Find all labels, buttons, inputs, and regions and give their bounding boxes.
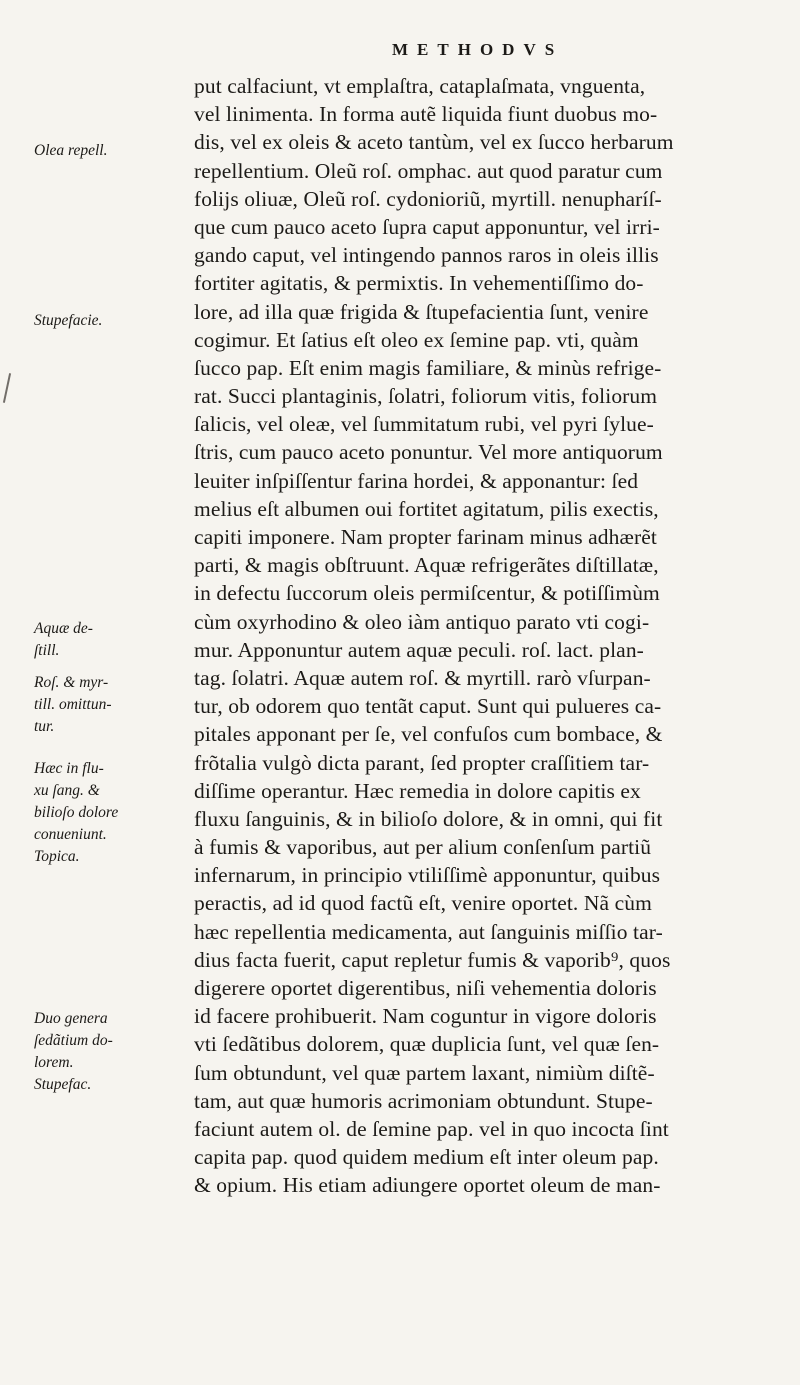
- running-head: METHODVS: [392, 40, 564, 59]
- marginal-note-rosa-myrtillus: [34, 672, 190, 738]
- marginal-note-line: Roſ. & myr-: [34, 674, 109, 691]
- text-line: id facere prohibuerit. Nam coguntur in vigore doloris: [194, 1004, 657, 1029]
- marginal-note-line: ſtill.: [34, 642, 60, 659]
- text-line: ſum obtundunt, vel quæ partem laxant, nimiùm diſtẽ-: [194, 1060, 655, 1085]
- text-line: tam, aut quæ humoris acrimoniam obtundunt. Stupe-: [194, 1088, 653, 1113]
- text-line: repellentium. Oleũ roſ. omphac. aut quod paratur cum: [194, 158, 663, 183]
- text-line: put calfaciunt, vt emplaſtra, cataplaſmata, vnguenta,: [194, 74, 646, 98]
- text-line: faciunt autem ol. de ſemine pap. vel in quo incocta ſint: [194, 1116, 669, 1141]
- main-text-block: [194, 72, 786, 1200]
- marginal-note-stupefacientia: [34, 310, 190, 332]
- text-line: capiti imponere. Nam propter farinam minus adhærẽt: [194, 525, 657, 549]
- text-line: pitales apponant per ſe, vel confuſos cum bombace, &: [194, 722, 663, 747]
- marginal-note-duo-genera: [34, 1008, 190, 1096]
- marginal-note-line: tur.: [34, 718, 55, 735]
- text-line: leuiter inſpiſſentur farina hordei, & apponantur: ſed: [194, 468, 639, 493]
- marginal-note-line: Duo genera: [34, 1010, 108, 1027]
- text-line: folijs oliuæ, Oleũ roſ. cydonioriũ, myrtill. nenupharíſ-: [194, 186, 662, 211]
- ink-stroke-mark: [3, 373, 11, 403]
- text-line: ſucco pap. Eſt enim magis familiare, & minùs refrige-: [194, 355, 662, 380]
- text-line: peractis, ad id quod factũ eſt, venire oportet. Nã cùm: [194, 891, 652, 916]
- marginal-note-line: Hæc in flu-: [34, 760, 104, 777]
- text-line: tur, ob odorem quo tentãt caput. Sunt qui pulueres ca-: [194, 694, 662, 719]
- text-line: hæc repellentia medicamenta, aut ſanguinis miſſio tar-: [194, 919, 663, 944]
- text-line: vti ſedãtibus dolorem, quæ duplicia ſunt, vel quæ ſen-: [194, 1032, 660, 1057]
- text-line: fluxu ſanguinis, & in bilioſo dolore, & in omni, qui fit: [194, 806, 663, 831]
- marginal-note-line: lorem.: [34, 1054, 74, 1071]
- marginal-note-line: conueniunt.: [34, 826, 107, 843]
- marginal-note-in-fluxu-sanguinis: [34, 758, 190, 868]
- marginal-note-line: bilioſo dolore: [34, 804, 119, 821]
- text-line: fortiter agitatis, & permixtis. In vehementiſſimo do-: [194, 271, 644, 296]
- text-line: diſſime operantur. Hæc remedia in dolore capitis ex: [194, 778, 641, 803]
- marginal-note-line: Olea repell.: [34, 142, 108, 159]
- text-line: dius facta fuerit, caput repletur fumis & vaporib⁹, quos: [194, 947, 671, 972]
- text-line: ſtris, cum pauco aceto ponuntur. Vel more antiquorum: [194, 440, 663, 465]
- text-line: cùm oxyrhodino & oleo iàm antiquo parato vti cogi-: [194, 609, 650, 634]
- text-line: rat. Succi plantaginis, ſolatri, foliorum vitis, foliorum: [194, 384, 658, 409]
- text-line: cogimur. Et ſatius eſt oleo ex ſemine pap. vti, quàm: [194, 327, 639, 352]
- text-line: melius eſt albumen oui fortitet agitatum, pilis exectis,: [194, 496, 659, 521]
- marginal-note-aquae-destillatae: [34, 618, 190, 662]
- text-line: frõtalia vulgò dicta parant, ſed propter craſſitiem tar-: [194, 750, 650, 775]
- text-line: à fumis & vaporibus, aut per alium conſenſum partiũ: [194, 835, 652, 860]
- text-line: que cum pauco aceto ſupra caput apponuntur, vel irri-: [194, 214, 660, 239]
- text-line: in defectu ſuccorum oleis permiſcentur, & potiſſimùm: [194, 581, 660, 606]
- marginal-note-line: ſedãtium do-: [34, 1032, 113, 1049]
- text-line: parti, & magis obſtruunt. Aquæ refrigerãtes diſtillatæ,: [194, 553, 659, 578]
- marginal-note-line: Topica.: [34, 848, 80, 865]
- marginal-note-line: xu ſang. &: [34, 782, 100, 799]
- text-line: tag. ſolatri. Aquæ autem roſ. & myrtill. rarò vſurpan-: [194, 665, 651, 690]
- marginal-note-line: Aquæ de-: [34, 620, 93, 637]
- marginal-note-line: till. omittun-: [34, 696, 112, 713]
- text-line: lore, ad illa quæ frigida & ſtupefacientia ſunt, venire: [194, 299, 649, 324]
- text-line: vel linimenta. In forma autẽ liquida fiunt duobus mo-: [194, 102, 658, 127]
- text-line: capita pap. quod quidem medium eſt inter oleum pap.: [194, 1145, 659, 1170]
- text-line: & opium. His etiam adiungere oportet oleum de man-: [194, 1173, 661, 1198]
- text-line: dis, vel ex oleis & aceto tantùm, vel ex ſucco herbarum: [194, 130, 674, 155]
- marginal-note-olea-repellentia: [34, 140, 190, 162]
- marginal-note-line: Stupefac.: [34, 1076, 92, 1093]
- marginal-note-line: Stupefacie.: [34, 312, 103, 329]
- text-line: gando caput, vel intingendo pannos raros in oleis illis: [194, 243, 659, 268]
- text-line: mur. Apponuntur autem aquæ peculi. roſ. lact. plan-: [194, 637, 644, 662]
- text-line: ſalicis, vel oleæ, vel ſummitatum rubi, vel pyri ſylue-: [194, 412, 654, 437]
- text-line: infernarum, in principio vtiliſſimè apponuntur, quibus: [194, 863, 661, 888]
- text-line: digerere oportet digerentibus, niſi vehementia doloris: [194, 976, 657, 1000]
